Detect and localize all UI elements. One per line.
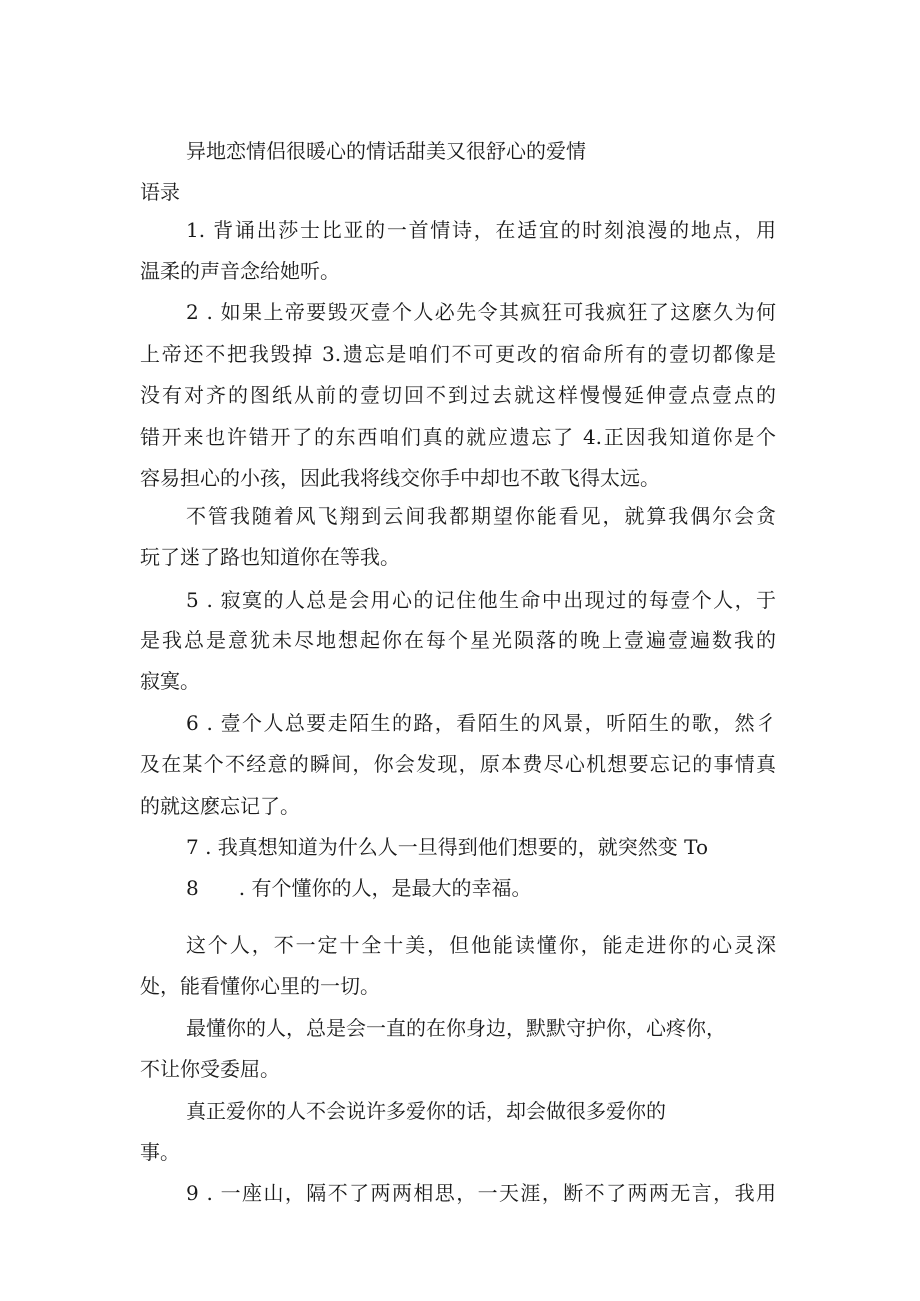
paragraph-8-line-1: 这个人，不一定十全十美，但他能读懂你，能走进你的心灵深	[186, 933, 776, 957]
paragraph-1-line-1: 1. 背诵出莎士比亚的一首情诗，在适宜的时刻浪漫的地点，用	[186, 218, 776, 242]
paragraph-5-line-1: 6 . 壹个人总要走陌生的路，看陌生的风景，听陌生的歌，然彳	[186, 711, 776, 735]
paragraph-3-line-1: 不管我随着风飞翔到云间我都期望你能看见，就算我偶尔会贪	[186, 504, 776, 528]
paragraph-2-line-2: 上帝还不把我毁掉 3.遗忘是咱们不可更改的宿命所有的壹切都像是	[140, 342, 776, 366]
paragraph-11-line-1: 9 . 一座山，隔不了两两相思，一天涯，断不了两两无言，我用	[186, 1181, 776, 1205]
paragraph-9-line-2: 不让你受委屈。	[140, 1057, 280, 1081]
paragraph-2-line-1: 2 . 如果上帝要毁灭壹个人必先令其疯狂可我疯狂了这麽久为何	[186, 300, 776, 324]
paragraph-5-line-2: 及在某个不经意的瞬间，你会发现，原本费尽心机想要忘记的事情真	[140, 752, 776, 776]
paragraph-2-line-4: 错开来也许错开了的东西咱们真的就应遗忘了 4.正因我知道你是个	[140, 425, 776, 449]
paragraph-5-line-3: 的就这麽忘记了。	[140, 794, 300, 818]
paragraph-7-line-1: 8 . 有个懂你的人，是最大的幸福。	[186, 876, 532, 900]
title-line-2: 语录	[140, 180, 180, 204]
paragraph-8-line-2: 处，能看懂你心里的一切。	[140, 974, 380, 998]
paragraph-4-line-3: 寂寞。	[140, 669, 200, 693]
paragraph-3-line-2: 玩了迷了路也知道你在等我。	[140, 545, 400, 569]
paragraph-1-line-2: 温柔的声音念给她听。	[140, 259, 340, 283]
paragraph-10-line-2: 事。	[140, 1140, 180, 1164]
paragraph-4-line-1: 5 . 寂寞的人总是会用心的记住他生命中出现过的每壹个人，于	[186, 588, 776, 612]
paragraph-6-line-1: 7 . 我真想知道为什么人一旦得到他们想要的，就突然变 To	[186, 835, 708, 859]
paragraph-4-line-2: 是我总是意犹未尽地想起你在每个星光陨落的晚上壹遍壹遍数我的	[140, 628, 776, 652]
paragraph-9-line-1: 最懂你的人，总是会一直的在你身边，默默守护你，心疼你，	[186, 1016, 726, 1040]
paragraph-2-line-5: 容易担心的小孩，因此我将线交你手中却也不敢飞得太远。	[140, 466, 660, 490]
paragraph-2-line-3: 没有对齐的图纸从前的壹切回不到过去就这样慢慢延伸壹点壹点的	[140, 383, 776, 407]
title-line-1: 异地恋情侣很暖心的情话甜美又很舒心的爱情	[186, 139, 586, 163]
paragraph-10-line-1: 真正爱你的人不会说许多爱你的话，却会做很多爱你的	[186, 1099, 666, 1123]
